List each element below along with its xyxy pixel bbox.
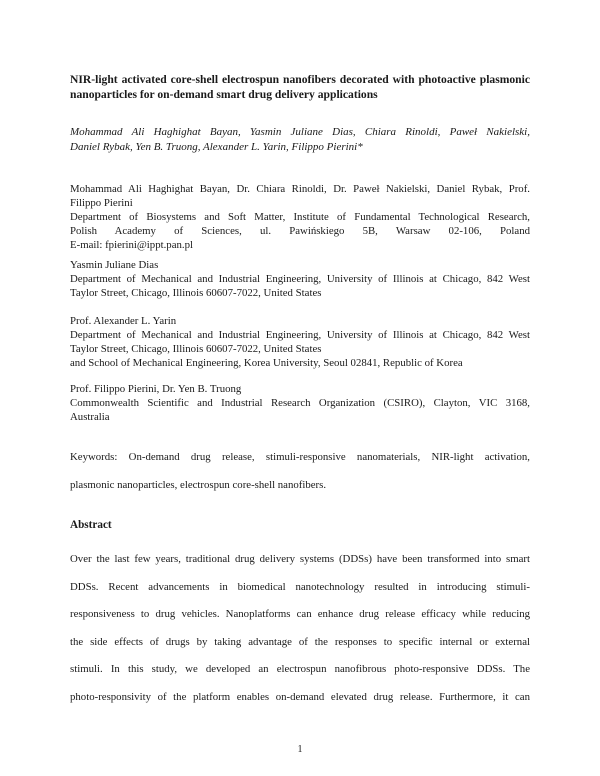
abstract-line: photo-responsivity of the platform enables on-demand elevated drug release. Furthermore, it can [70,690,530,703]
abstract-body [70,546,530,712]
author-list [70,125,530,155]
email-line: E-mail: fpierini@ippt.pan.pl [70,239,193,251]
abstract-line: the side effects of drugs by taking advantage of the responses to specific internal or external [70,635,530,648]
affiliation-block-4 [70,382,530,424]
affiliation-line: Filippo Pierini [70,197,133,209]
affiliation-line: Polish Academy of Sciences, ul. Pawińskiego 5B, Warsaw 02-106, Poland [70,225,530,237]
affiliation-line: Taylor Street, Chicago, Illinois 60607-7022, United States [70,287,322,299]
affiliation-line: Prof. Filippo Pierini, Dr. Yen B. Truong [70,383,242,395]
keywords-line: plasmonic nanoparticles, electrospun core-shell nanofibers. [70,479,327,491]
affiliation-line: Department of Mechanical and Industrial Engineering, University of Illinois at Chicago, 842 West [70,273,530,285]
affiliation-line: and School of Mechanical Engineering, Korea University, Seoul 02841, Republic of Korea [70,357,463,369]
abstract-line: DDSs. Recent advancements in biomedical nanotechnology resulted in introducing stimuli- [70,580,530,593]
affiliation-block-3 [70,314,530,370]
abstract-line: stimuli. In this study, we developed an electrospun nanofibrous photo-responsive DDSs. The [70,663,530,676]
affiliation-line: Department of Mechanical and Industrial Engineering, University of Illinois at Chicago, 842 West [70,329,530,341]
abstract-heading: Abstract [70,519,112,531]
affiliation-line: Department of Biosystems and Soft Matter, Institute of Fundamental Technological Research, [70,211,530,223]
title-line: nanoparticles for on-demand smart drug delivery applications [70,88,378,101]
affiliation-line: Commonwealth Scientific and Industrial Research Organization (CSIRO), Clayton, VIC 3168, [70,397,530,409]
affiliation-block-2 [70,258,530,300]
affiliation-line: Prof. Alexander L. Yarin [70,315,177,327]
page-number: 1 [297,744,303,755]
affiliation-block-1 [70,182,530,252]
title-line: NIR-light activated core-shell electrospun nanofibers decorated with photoactive plasmonic [70,73,530,86]
keywords [70,450,530,492]
paper-title [70,72,530,102]
author-line: Daniel Rybak, Yen B. Truong, Alexander L. Yarin, Filippo Pierini* [70,141,363,153]
keywords-line: Keywords: On-demand drug release, stimuli-responsive nanomaterials, NIR-light activation, [70,451,530,463]
abstract-line: Over the last few years, traditional drug delivery systems (DDSs) have been transformed into smart [70,553,530,565]
affiliation-line: Yasmin Juliane Dias [70,259,159,271]
affiliation-line: Taylor Street, Chicago, Illinois 60607-7022, United States [70,343,322,355]
abstract-line: responsiveness to drug vehicles. Nanoplatforms can enhance drug release efficacy while reducing [70,608,530,621]
affiliation-line: Australia [70,411,110,423]
affiliation-line: Mohammad Ali Haghighat Bayan, Dr. Chiara Rinoldi, Dr. Paweł Nakielski, Daniel Rybak, Prof. [70,183,530,195]
author-line: Mohammad Ali Haghighat Bayan, Yasmin Juliane Dias, Chiara Rinoldi, Paweł Nakielski, [70,126,530,138]
